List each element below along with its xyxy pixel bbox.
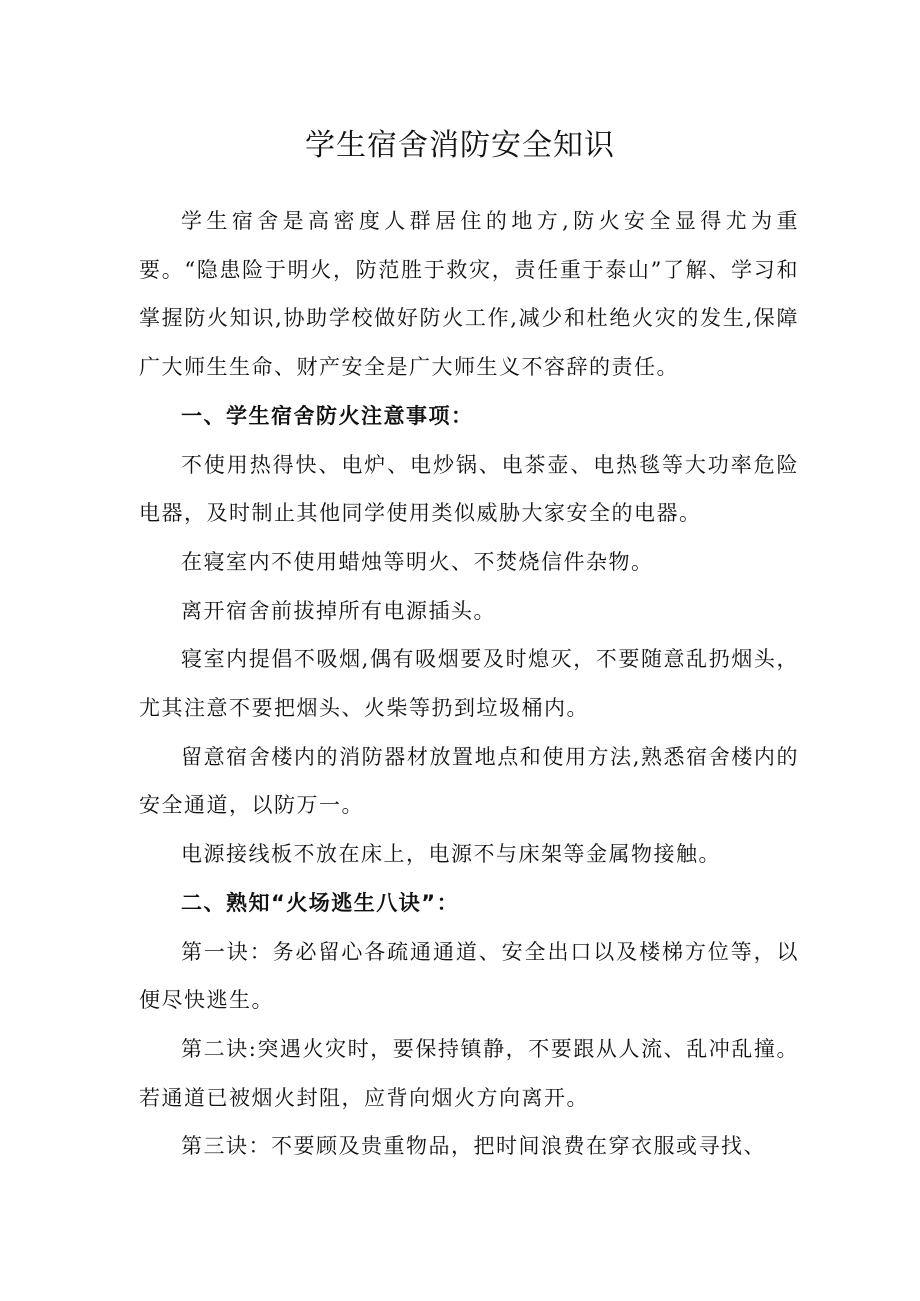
section-2-item: 第一诀：务必留心各疏通通道、安全出口以及楼梯方位等，以便尽快逃生。 xyxy=(139,939,799,1013)
section-1-item: 寝室内提倡不吸烟,偶有吸烟要及时熄灭，不要随意乱扔烟头，尤其注意不要把烟头、火柴等扔到垃圾桶内。 xyxy=(139,647,799,721)
section-1-item: 不使用热得快、电炉、电炒锅、电茶壶、电热毯等大功率危险电器，及时制止其他同学使用类似威胁大家安全的电器。 xyxy=(139,452,799,526)
section-2-item: 第三诀：不要顾及贵重物品，把时间浪费在穿衣服或寻找、 xyxy=(181,1134,766,1159)
document-title: 学生宿舍消防安全知识 xyxy=(305,128,615,163)
section-1-item: 留意宿舍楼内的消防器材放置地点和使用方法,熟悉宿舍楼内的安全通道，以防万一。 xyxy=(139,744,799,818)
section-1-item: 在寝室内不使用蜡烛等明火、不焚烧信件杂物。 xyxy=(181,549,654,574)
section-1-item: 电源接线板不放在床上，电源不与床架等金属物接触。 xyxy=(181,842,721,867)
document-body xyxy=(139,197,799,1171)
section-2-heading: 二、熟知“火场逃生八诀”： xyxy=(181,890,460,915)
intro-paragraph: 学生宿舍是高密度人群居住的地方,防火安全显得尤为重要。“隐患险于明火，防范胜于救灾，责任重于泰山”了解、学习和掌握防火知识,协助学校做好防火工作,减少和杜绝火灾的发生,保障广大师生生命、财产安全是广大师生义不容辞的责任。 xyxy=(139,209,799,380)
section-1-item: 离开宿舍前拔掉所有电源插头。 xyxy=(181,598,496,623)
section-2-item: 第二诀:突遇火灾时，要保持镇静，不要跟从人流、乱冲乱撞。若通道已被烟火封阻，应背向烟火方向离开。 xyxy=(139,1036,799,1110)
section-1-heading: 一、学生宿舍防火注意事项： xyxy=(181,403,474,428)
